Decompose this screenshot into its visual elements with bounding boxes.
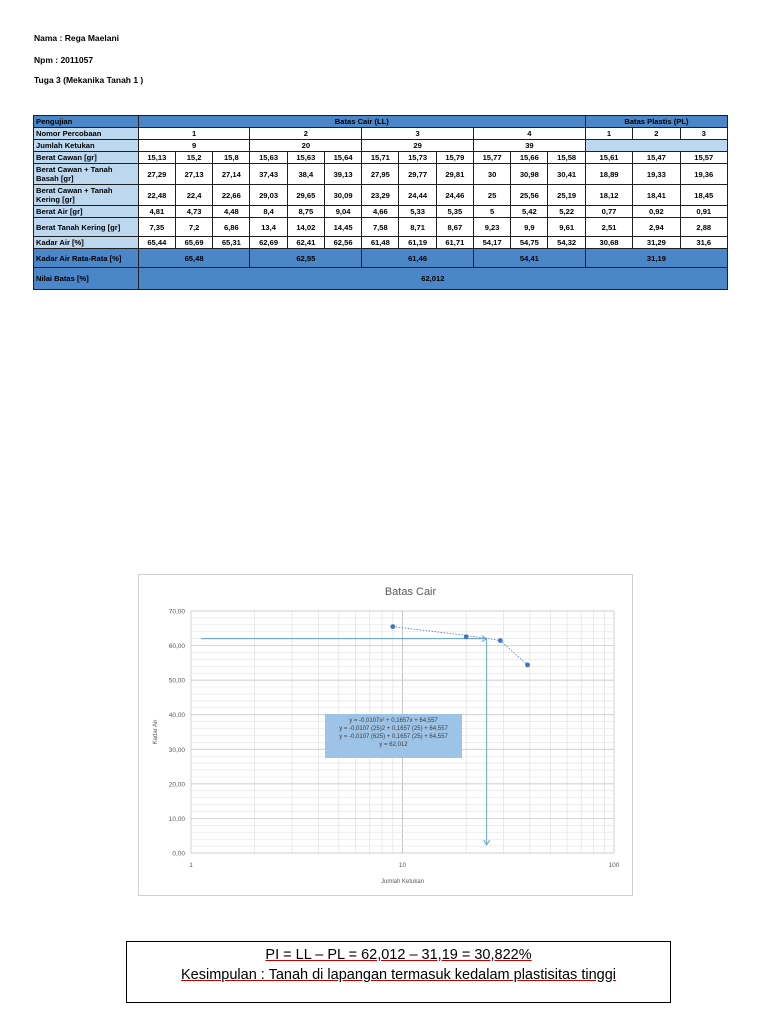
cell: 6,86 [213,218,250,237]
cell: 15,64 [324,152,361,164]
cell: 8,4 [250,206,287,218]
data-point [464,634,469,639]
cell: 54,75 [511,237,548,249]
table-row [34,185,728,206]
cell: 25 [473,185,510,206]
cell: 62,56 [324,237,361,249]
cell: 18,41 [633,185,680,206]
cell: 7,2 [175,218,212,237]
y-tick-label: 20,00 [168,781,185,789]
cell: 2 [633,128,680,140]
data-point [498,638,503,643]
row-label: Kadar Air Rata-Rata [%] [34,249,139,268]
data-point [390,624,395,629]
cell: 39,13 [324,164,361,185]
row-label: Kadar Air [%] [34,237,139,249]
cell: 15,77 [473,152,510,164]
equation-line: y = -0,0107x² + 0,1657x + 64,557 [349,718,438,724]
cell: 8,71 [399,218,436,237]
y-tick-label: 10,00 [168,815,185,823]
cell: 29,65 [287,185,324,206]
cell: 18,12 [585,185,632,206]
cell: 54,41 [473,249,585,268]
cell: 5,22 [548,206,585,218]
cell: 8,67 [436,218,473,237]
cell: 24,46 [436,185,473,206]
cell: 22,66 [213,185,250,206]
cell: 30,68 [585,237,632,249]
cell: 9,9 [511,218,548,237]
row-nomor-percobaan [34,128,728,140]
cell: 27,29 [138,164,175,185]
row-kadar-air-rata [34,249,728,268]
row-label: Berat Air [gr] [34,206,139,218]
cell: 15,61 [585,152,632,164]
results-table [33,115,728,290]
cell: 65,48 [138,249,250,268]
cell: 15,57 [680,152,727,164]
cell: 15,63 [250,152,287,164]
cell: 4,73 [175,206,212,218]
cell: 0,92 [633,206,680,218]
x-tick-label: 100 [608,862,620,869]
cell: 19,36 [680,164,727,185]
cell: 22,48 [138,185,175,206]
cell: 20 [250,140,362,152]
conclusion: Kesimpulan : Tanah di lapangan termasuk kedalam plastisitas tinggi [181,967,616,983]
cell: 15,79 [436,152,473,164]
assignment-title: Tuga 3 (Mekanika Tanah 1 ) [34,75,144,85]
cell: 5 [473,206,510,218]
cell: 3 [680,128,727,140]
cell: 9,23 [473,218,510,237]
cell: 62,41 [287,237,324,249]
cell: 31,29 [633,237,680,249]
cell: 27,14 [213,164,250,185]
cell: 62,012 [138,268,727,290]
cell: 1 [138,128,250,140]
cell: 37,43 [250,164,287,185]
cell: 38,4 [287,164,324,185]
cell: 7,35 [138,218,175,237]
equation-line: y = 62,012 [379,742,408,748]
cell: 61,71 [436,237,473,249]
cell: 30,09 [324,185,361,206]
cell: 19,33 [633,164,680,185]
cell: 27,13 [175,164,212,185]
cell: 2 [250,128,362,140]
table-row [34,237,728,249]
cell: 8,75 [287,206,324,218]
cell: 15,63 [287,152,324,164]
cell: 7,58 [362,218,399,237]
cell: 5,35 [436,206,473,218]
cell: 29,81 [436,164,473,185]
cell: 54,32 [548,237,585,249]
x-tick-label: 1 [189,862,193,869]
cell: 18,45 [680,185,727,206]
cell: 0,91 [680,206,727,218]
cell: 9 [138,140,250,152]
cell: 30 [473,164,510,185]
equation-line: y = -0,0107 (625) + 0,1657 (25) + 64,557 [339,734,448,740]
cell: 9,04 [324,206,361,218]
header-batas-plastis: Batas Plastis (PL) [585,116,727,128]
table-row [34,152,728,164]
row-label: Berat Cawan + Tanah Kering [gr] [34,185,139,206]
cell: 61,46 [362,249,474,268]
row-jumlah-ketukan [34,140,728,152]
cell: 29 [362,140,474,152]
cell: 15,13 [138,152,175,164]
x-axis-label: Jumlah Ketukan [380,879,425,885]
cell: 14,45 [324,218,361,237]
equation-line: y = -0,0107 (25)2 + 0,1657 (25) + 64,557 [339,726,448,732]
cell: 4,81 [138,206,175,218]
row-nilai-batas [34,268,728,290]
row-label: Nomor Percobaan [34,128,139,140]
cell: 15,66 [511,152,548,164]
table-row [34,218,728,237]
cell: 1 [585,128,632,140]
cell: 5,33 [399,206,436,218]
y-tick-label: 0,00 [172,850,185,858]
table-row [34,206,728,218]
cell: 2,51 [585,218,632,237]
cell: 25,56 [511,185,548,206]
cell: 31,6 [680,237,727,249]
y-tick-label: 40,00 [168,712,185,720]
cell: 25,19 [548,185,585,206]
student-npm: Npm : 2011057 [34,55,94,65]
cell: 15,73 [399,152,436,164]
result-box [126,941,671,1003]
cell: 24,44 [399,185,436,206]
cell: 15,2 [175,152,212,164]
cell: 2,94 [633,218,680,237]
y-axis-label: Kadar Air [153,719,159,745]
y-tick-label: 60,00 [168,643,185,651]
cell: 9,61 [548,218,585,237]
cell: 23,29 [362,185,399,206]
cell: 65,44 [138,237,175,249]
header-batas-cair: Batas Cair (LL) [138,116,585,128]
row-label: Berat Tanah Kering [gr] [34,218,139,237]
table-header-row [34,116,728,128]
cell: 62,55 [250,249,362,268]
cell: 15,8 [213,152,250,164]
student-name: Nama : Rega Maelani [34,33,120,43]
cell: 29,77 [399,164,436,185]
cell: 61,48 [362,237,399,249]
cell: 30,41 [548,164,585,185]
cell: 39 [473,140,585,152]
cell: 15,71 [362,152,399,164]
cell: 2,88 [680,218,727,237]
cell: 13,4 [250,218,287,237]
cell: 3 [362,128,474,140]
cell: 4,66 [362,206,399,218]
cell: 15,47 [633,152,680,164]
chart-title: Batas Cair [384,586,437,598]
cell: 22,4 [175,185,212,206]
cell: 18,89 [585,164,632,185]
row-label: Nilai Batas [%] [34,268,139,290]
cell: 54,17 [473,237,510,249]
y-tick-label: 50,00 [168,677,185,685]
cell: 62,69 [250,237,287,249]
cell: 61,19 [399,237,436,249]
cell: 4,48 [213,206,250,218]
data-point [525,662,530,667]
equation-annotation [325,714,462,758]
y-tick-label: 70,00 [168,608,185,616]
header-pengujian: Pengujian [34,116,139,128]
cell: 0,77 [585,206,632,218]
cell: 65,31 [213,237,250,249]
table-row [34,164,728,185]
cell: 5,42 [511,206,548,218]
cell: 4 [473,128,585,140]
y-tick-label: 30,00 [168,746,185,754]
row-label: Jumlah Ketukan [34,140,139,152]
cell: 15,58 [548,152,585,164]
cell: 31,19 [585,249,727,268]
cell: 30,98 [511,164,548,185]
cell-empty [585,140,727,152]
x-tick-label: 10 [398,862,407,869]
cell: 65,69 [175,237,212,249]
pi-result: PI = LL – PL = 62,012 – 31,19 = 30,822% [265,947,532,963]
row-label: Berat Cawan + Tanah Basah [gr] [34,164,139,185]
cell: 14,02 [287,218,324,237]
cell: 27,95 [362,164,399,185]
cell: 29,03 [250,185,287,206]
row-label: Berat Cawan [gr] [34,152,139,164]
